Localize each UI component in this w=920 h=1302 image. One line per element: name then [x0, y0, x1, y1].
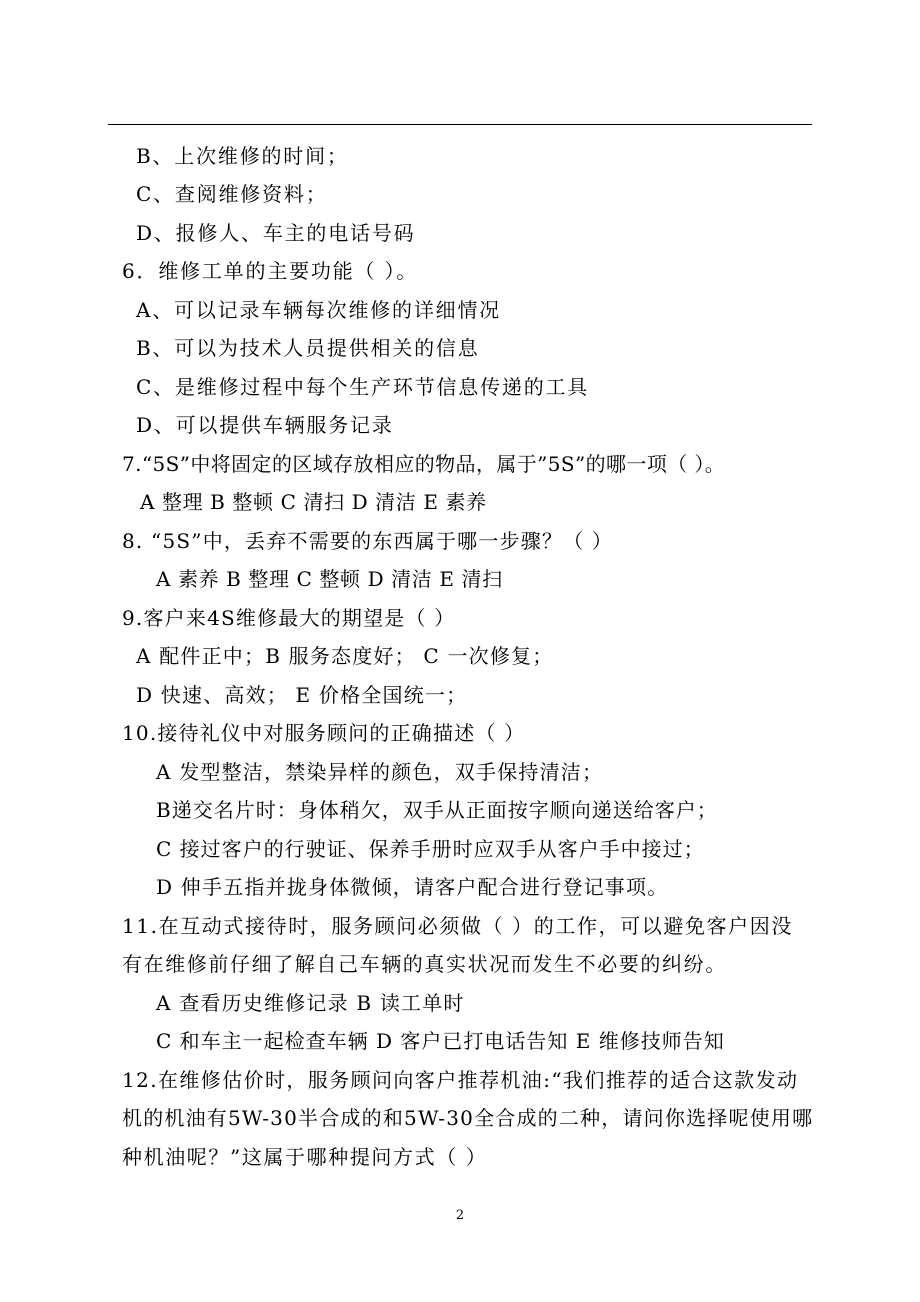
q9-options-line-1: A 配件正中；B 服务态度好； C 一次修复； — [136, 644, 554, 668]
q10-option-a: A 发型整洁，禁染异样的颜色，双手保持清洁； — [156, 760, 604, 784]
q10-option-d: D 伸手五指并拢身体微倾，请客户配合进行登记事项。 — [156, 875, 669, 899]
question-11-line-1: 11.在互动式接待时，服务顾问必须做（ ）的工作，可以避免客户因没 — [122, 914, 793, 938]
q6-option-b: B、可以为技术人员提供相关的信息 — [136, 336, 480, 360]
question-9: 9.客户来4S维修最大的期望是（ ） — [122, 606, 456, 630]
q6-option-c: C、是维修过程中每个生产环节信息传递的工具 — [136, 375, 590, 399]
question-8: 8. “5S”中，丢弃不需要的东西属于哪一步骤？（ ） — [122, 529, 614, 553]
q11-options-line-2: C 和车主一起检查车辆 D 客户已打电话告知 E 维修技师告知 — [156, 1029, 725, 1053]
q9-options-line-2: D 快速、高效； E 价格全国统一； — [136, 683, 468, 707]
q10-option-b: B递交名片时：身体稍欠，双手从正面按字顺向递送给客户； — [156, 798, 718, 822]
option-b-last-repair-time: B、上次维修的时间； — [136, 144, 349, 168]
q10-option-c: C 接过客户的行驶证、保养手册时应双手从客户手中接过； — [156, 837, 705, 861]
question-11-line-2: 有在维修前仔细了解自己车辆的真实状况而发生不必要的纠纷。 — [122, 952, 727, 976]
question-12-line-3: 种机油呢？”这属于哪种提问方式（ ） — [122, 1145, 488, 1169]
question-6: 6．维修工单的主要功能（ ）。 — [122, 259, 419, 283]
question-7: 7.“5S”中将固定的区域存放相应的物品，属于”5S”的哪一项（ ）。 — [122, 452, 726, 476]
q7-options: A 整理 B 整顿 C 清扫 D 清洁 E 素养 — [140, 490, 487, 514]
page-number: 2 — [455, 1208, 465, 1223]
q6-option-d: D、可以提供车辆服务记录 — [136, 413, 394, 437]
question-10: 10.接待礼仪中对服务顾问的正确描述（ ） — [122, 721, 526, 745]
q6-option-a: A、可以记录车辆每次维修的详细情况 — [136, 298, 502, 322]
question-12-line-2: 机的机油有5W-30半合成的和5W-30全合成的二种，请问你选择呢使用哪 — [122, 1106, 814, 1130]
option-c-check-materials: C、查阅维修资料； — [136, 182, 328, 206]
question-12-line-1: 12.在维修估价时，服务顾问向客户推荐机油:“我们推荐的适合这款发动 — [122, 1068, 799, 1092]
option-d-phone-number: D、报修人、车主的电话号码 — [136, 221, 416, 245]
q11-options-line-1: A 查看历史维修记录 B 读工单时 — [156, 991, 465, 1015]
q8-options: A 素养 B 整理 C 整顿 D 清洁 E 清扫 — [156, 567, 503, 591]
header-rule — [108, 124, 812, 125]
